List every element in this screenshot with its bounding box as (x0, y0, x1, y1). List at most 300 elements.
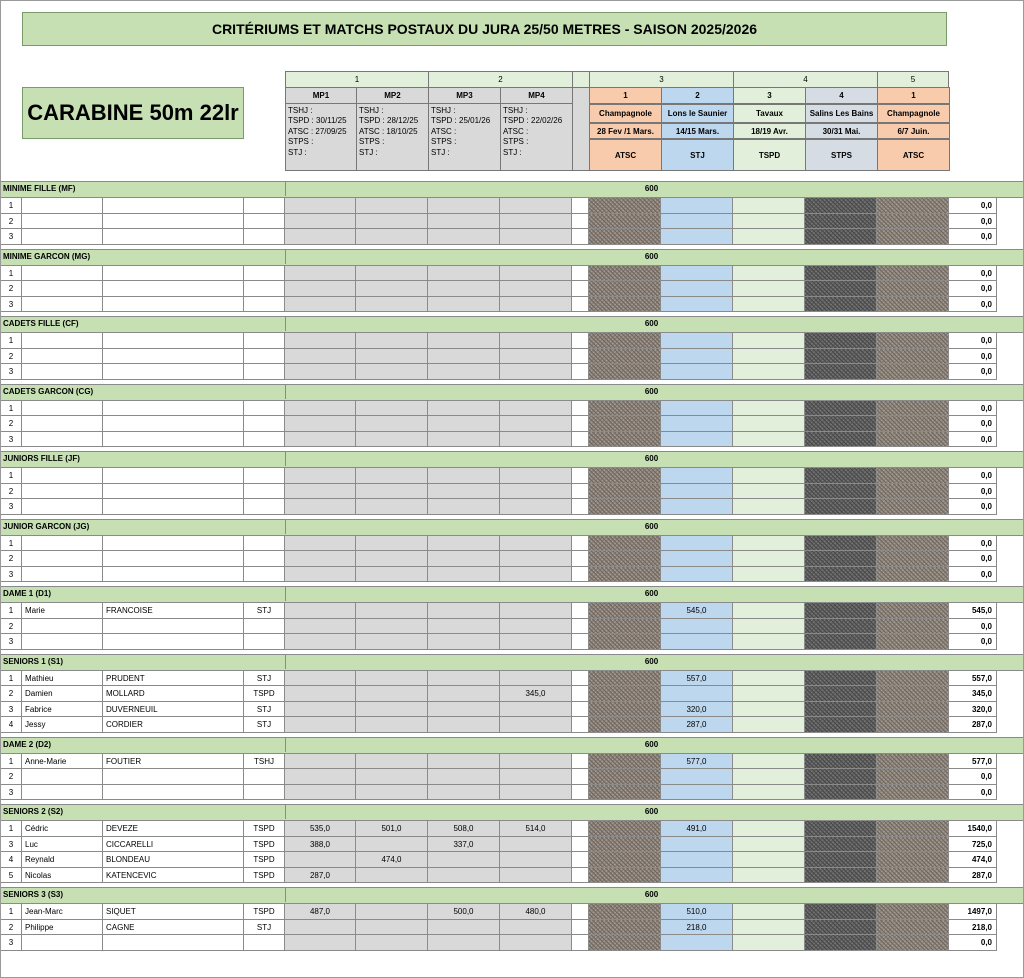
mp3-score-cell (428, 686, 500, 702)
last-name-cell (103, 432, 244, 448)
criterium-2-score-cell (661, 297, 733, 313)
criterium-5-cell (877, 852, 949, 868)
mp2-score-cell (356, 634, 428, 650)
gap-cell (572, 499, 589, 515)
total-score-cell: 0,0 (949, 364, 997, 380)
category-label: MINIME FILLE (MF) (3, 184, 76, 193)
criterium-1-cell (589, 214, 661, 230)
club-cell (244, 468, 285, 484)
criterium-4-cell (805, 702, 877, 718)
criterium-1-cell (589, 935, 661, 951)
mp4-score-cell (500, 603, 572, 619)
first-name-cell: Anne-Marie (22, 754, 103, 770)
criterium-1-cell (589, 551, 661, 567)
table-row (0, 551, 1024, 567)
mp2-score-cell (356, 401, 428, 417)
criterium-2-score-cell (661, 229, 733, 245)
mp2-score-cell (356, 769, 428, 785)
criterium-1-cell (589, 281, 661, 297)
mp2-score-cell (356, 785, 428, 801)
criterium-1-cell (589, 634, 661, 650)
mp2-score-cell (356, 904, 428, 920)
category-max-score: 600 (285, 520, 1017, 534)
first-name-cell: Philippe (22, 920, 103, 936)
criterium-3-score-cell (733, 567, 805, 583)
mp2-score-cell (356, 603, 428, 619)
criterium-5-cell (877, 686, 949, 702)
gap-cell (572, 416, 589, 432)
criterium-2-score-cell (661, 536, 733, 552)
page-title: CRITÉRIUMS ET MATCHS POSTAUX DU JURA 25/50 METRES - SAISON 2025/2026 (22, 12, 947, 46)
criterium-5-cell (877, 754, 949, 770)
gap-cell (572, 634, 589, 650)
mp1-score-cell (285, 432, 356, 448)
table-row (0, 536, 1024, 552)
criterium-3-score-cell (733, 349, 805, 365)
first-name-cell (22, 551, 103, 567)
criterium-date-3: 18/19 Avr. (733, 123, 806, 139)
mp4-score-cell (500, 868, 572, 884)
mp-date-line: TSHJ : (359, 106, 384, 115)
criterium-1-cell (589, 416, 661, 432)
gap-cell (572, 935, 589, 951)
mp2-score-cell (356, 468, 428, 484)
criterium-2-score-cell (661, 935, 733, 951)
schedule-header (0, 71, 1024, 171)
mp-header-1: MP1 (285, 87, 357, 104)
header-gap (572, 87, 590, 171)
club-cell: TSPD (244, 821, 285, 837)
criterium-2-score-cell: 287,0 (661, 717, 733, 733)
mp3-score-cell (428, 401, 500, 417)
mp2-score-cell (356, 868, 428, 884)
mp-date-line: TSHJ : (288, 106, 313, 115)
table-row (0, 401, 1024, 417)
mp4-score-cell (500, 754, 572, 770)
criterium-3-score-cell (733, 484, 805, 500)
rank-cell: 1 (0, 821, 22, 837)
total-score-cell: 0,0 (949, 432, 997, 448)
gap-cell (572, 281, 589, 297)
first-name-cell (22, 536, 103, 552)
criterium-2-score-cell (661, 484, 733, 500)
total-score-cell: 0,0 (949, 935, 997, 951)
mp4-score-cell (500, 536, 572, 552)
criterium-1-cell (589, 671, 661, 687)
table-row (0, 364, 1024, 380)
criterium-4-cell (805, 229, 877, 245)
criterium-1-cell (589, 499, 661, 515)
table-row (0, 229, 1024, 245)
mp1-score-cell (285, 468, 356, 484)
mp-dates-2 (356, 103, 429, 171)
criterium-3-score-cell (733, 603, 805, 619)
rank-cell: 3 (0, 702, 22, 718)
rank-cell: 2 (0, 769, 22, 785)
last-name-cell (103, 619, 244, 635)
criterium-5-cell (877, 349, 949, 365)
total-score-cell: 0,0 (949, 333, 997, 349)
last-name-cell: DUVERNEUIL (103, 702, 244, 718)
table-row (0, 754, 1024, 770)
criterium-3-score-cell (733, 297, 805, 313)
total-score-cell: 287,0 (949, 868, 997, 884)
criterium-3-score-cell (733, 364, 805, 380)
club-cell (244, 567, 285, 583)
first-name-cell (22, 484, 103, 500)
last-name-cell (103, 567, 244, 583)
club-cell (244, 214, 285, 230)
group-header-5: 5 (877, 71, 949, 88)
table-row (0, 484, 1024, 500)
criterium-4-cell (805, 416, 877, 432)
mp2-score-cell (356, 349, 428, 365)
club-cell (244, 634, 285, 650)
criterium-3-score-cell (733, 671, 805, 687)
criterium-2-score-cell (661, 468, 733, 484)
mp3-score-cell (428, 499, 500, 515)
category-header (0, 887, 1024, 904)
mp4-score-cell (500, 551, 572, 567)
mp4-score-cell (500, 935, 572, 951)
criterium-4-cell (805, 536, 877, 552)
first-name-cell (22, 634, 103, 650)
total-score-cell: 0,0 (949, 266, 997, 282)
category-max-score: 600 (285, 805, 1017, 819)
criterium-number-1: 1 (589, 87, 662, 104)
club-cell: TSPD (244, 686, 285, 702)
criterium-5-cell (877, 499, 949, 515)
gap-cell (572, 468, 589, 484)
category-header (0, 586, 1024, 603)
group-header-4: 4 (733, 71, 878, 88)
criterium-1-cell (589, 198, 661, 214)
discipline-label: CARABINE 50m 22lr (22, 87, 244, 139)
last-name-cell: SIQUET (103, 904, 244, 920)
criterium-2-score-cell (661, 567, 733, 583)
total-score-cell: 0,0 (949, 551, 997, 567)
gap-cell (572, 297, 589, 313)
gap-cell (572, 349, 589, 365)
mp1-score-cell (285, 671, 356, 687)
club-cell (244, 536, 285, 552)
table-row (0, 619, 1024, 635)
mp1-score-cell (285, 297, 356, 313)
gap-cell (572, 717, 589, 733)
criterium-5-cell (877, 769, 949, 785)
rank-cell: 3 (0, 364, 22, 380)
criterium-4-cell (805, 671, 877, 687)
rank-cell: 2 (0, 686, 22, 702)
total-score-cell: 474,0 (949, 852, 997, 868)
criterium-2-score-cell (661, 852, 733, 868)
rank-cell: 2 (0, 484, 22, 500)
last-name-cell: KATENCEVIC (103, 868, 244, 884)
mp3-score-cell (428, 567, 500, 583)
criterium-4-cell (805, 266, 877, 282)
club-cell: TSPD (244, 904, 285, 920)
club-cell (244, 432, 285, 448)
rank-cell: 3 (0, 499, 22, 515)
criterium-5-cell (877, 484, 949, 500)
mp1-score-cell (285, 364, 356, 380)
criterium-2-score-cell (661, 281, 733, 297)
criterium-1-cell (589, 603, 661, 619)
criterium-2-score-cell (661, 868, 733, 884)
club-cell (244, 769, 285, 785)
criterium-1-cell (589, 821, 661, 837)
mp2-score-cell (356, 920, 428, 936)
rank-cell: 1 (0, 603, 22, 619)
criterium-4-cell (805, 468, 877, 484)
rank-cell: 3 (0, 567, 22, 583)
criterium-club-1: ATSC (589, 139, 662, 171)
criterium-4-cell (805, 686, 877, 702)
category-max-score: 600 (285, 888, 1017, 902)
rank-cell: 3 (0, 432, 22, 448)
first-name-cell: Marie (22, 603, 103, 619)
mp4-score-cell (500, 619, 572, 635)
category-label: SENIORS 1 (S1) (3, 656, 64, 666)
criterium-1-cell (589, 852, 661, 868)
criterium-1-cell (589, 364, 661, 380)
rank-cell: 4 (0, 717, 22, 733)
first-name-cell (22, 769, 103, 785)
last-name-cell (103, 468, 244, 484)
criterium-4-cell (805, 603, 877, 619)
mp1-score-cell (285, 935, 356, 951)
mp3-score-cell (428, 416, 500, 432)
criterium-5-cell (877, 671, 949, 687)
criterium-3-score-cell (733, 634, 805, 650)
criterium-5-cell (877, 364, 949, 380)
last-name-cell: MOLLARD (103, 686, 244, 702)
mp3-score-cell (428, 852, 500, 868)
first-name-cell: Cédric (22, 821, 103, 837)
rank-cell: 1 (0, 536, 22, 552)
last-name-cell (103, 266, 244, 282)
first-name-cell (22, 432, 103, 448)
first-name-cell (22, 785, 103, 801)
criterium-club-5: ATSC (877, 139, 950, 171)
criterium-2-score-cell (661, 634, 733, 650)
category-max-score: 600 (285, 385, 1017, 399)
category-label: SENIORS 3 (S3) (3, 890, 64, 899)
mp-date-line: STJ : (431, 147, 450, 157)
criterium-3-score-cell (733, 754, 805, 770)
mp-dates-1 (285, 103, 357, 171)
rank-cell: 3 (0, 229, 22, 245)
criterium-place-5: Champagnole (877, 104, 950, 123)
criterium-1-cell (589, 920, 661, 936)
mp2-score-cell (356, 266, 428, 282)
mp4-score-cell (500, 484, 572, 500)
first-name-cell: Luc (22, 837, 103, 853)
mp3-score-cell (428, 333, 500, 349)
criterium-club-3: TSPD (733, 139, 806, 171)
first-name-cell: Jessy (22, 717, 103, 733)
mp-date-line: TSPD : 30/11/25 (288, 116, 347, 126)
criterium-1-cell (589, 785, 661, 801)
category-max-score: 600 (285, 738, 1017, 752)
criterium-place-1: Champagnole (589, 104, 662, 123)
criterium-1-cell (589, 868, 661, 884)
criterium-5-cell (877, 567, 949, 583)
mp1-score-cell (285, 920, 356, 936)
mp4-score-cell (500, 416, 572, 432)
mp1-score-cell (285, 499, 356, 515)
criterium-number-3: 3 (733, 87, 806, 104)
mp-date-line: TSHJ : (431, 106, 456, 115)
criterium-2-score-cell (661, 432, 733, 448)
total-score-cell: 320,0 (949, 702, 997, 718)
category-max-score: 600 (285, 587, 1017, 601)
mp1-score-cell (285, 484, 356, 500)
first-name-cell (22, 499, 103, 515)
first-name-cell: Fabrice (22, 702, 103, 718)
club-cell (244, 349, 285, 365)
criterium-5-cell (877, 266, 949, 282)
mp1-score-cell (285, 551, 356, 567)
criterium-4-cell (805, 364, 877, 380)
mp1-score-cell: 287,0 (285, 868, 356, 884)
mp3-score-cell (428, 671, 500, 687)
criterium-4-cell (805, 401, 877, 417)
total-score-cell: 0,0 (949, 484, 997, 500)
last-name-cell (103, 333, 244, 349)
mp1-score-cell: 535,0 (285, 821, 356, 837)
criterium-5-cell (877, 214, 949, 230)
club-cell (244, 229, 285, 245)
criterium-1-cell (589, 229, 661, 245)
mp1-score-cell (285, 702, 356, 718)
criterium-2-score-cell: 545,0 (661, 603, 733, 619)
criterium-1-cell (589, 567, 661, 583)
criterium-4-cell (805, 349, 877, 365)
first-name-cell (22, 333, 103, 349)
table-row (0, 499, 1024, 515)
gap-cell (572, 266, 589, 282)
criterium-3-score-cell (733, 852, 805, 868)
gap-cell (572, 754, 589, 770)
gap-cell (572, 401, 589, 417)
criterium-4-cell (805, 333, 877, 349)
table-row (0, 468, 1024, 484)
mp-header-3: MP3 (428, 87, 501, 104)
first-name-cell (22, 364, 103, 380)
category-label: JUNIOR GARCON (JG) (3, 521, 90, 531)
criterium-2-score-cell (661, 266, 733, 282)
mp4-score-cell (500, 401, 572, 417)
criterium-3-score-cell (733, 416, 805, 432)
table-row (0, 214, 1024, 230)
criterium-5-cell (877, 551, 949, 567)
mp-date-line: ATSC : 27/09/25 (288, 126, 347, 136)
criterium-5-cell (877, 603, 949, 619)
criterium-2-score-cell (661, 837, 733, 853)
mp3-score-cell: 500,0 (428, 904, 500, 920)
criterium-5-cell (877, 333, 949, 349)
mp-date-line: STJ : (288, 147, 307, 157)
mp-header-2: MP2 (356, 87, 429, 104)
mp2-score-cell (356, 671, 428, 687)
mp3-score-cell (428, 364, 500, 380)
criterium-5-cell (877, 904, 949, 920)
club-cell (244, 619, 285, 635)
category-max-score: 600 (285, 250, 1017, 264)
gap-cell (572, 904, 589, 920)
total-score-cell: 0,0 (949, 416, 997, 432)
mp2-score-cell (356, 333, 428, 349)
last-name-cell: FRANCOISE (103, 603, 244, 619)
table-row (0, 868, 1024, 884)
mp2-score-cell (356, 432, 428, 448)
total-score-cell: 0,0 (949, 401, 997, 417)
last-name-cell (103, 634, 244, 650)
mp1-score-cell (285, 229, 356, 245)
mp-date-line: ATSC : 18/10/25 (359, 126, 418, 136)
criterium-1-cell (589, 401, 661, 417)
criterium-1-cell (589, 904, 661, 920)
last-name-cell (103, 214, 244, 230)
mp-date-line: ATSC : (503, 126, 529, 136)
mp4-score-cell (500, 920, 572, 936)
mp3-score-cell (428, 349, 500, 365)
criterium-3-score-cell (733, 702, 805, 718)
criterium-place-3: Tavaux (733, 104, 806, 123)
criterium-4-cell (805, 904, 877, 920)
criterium-4-cell (805, 717, 877, 733)
criterium-2-score-cell: 510,0 (661, 904, 733, 920)
total-score-cell: 545,0 (949, 603, 997, 619)
first-name-cell (22, 229, 103, 245)
gap-cell (572, 702, 589, 718)
criterium-date-1: 28 Fev /1 Mars. (589, 123, 662, 139)
table-row (0, 920, 1024, 936)
mp3-score-cell (428, 214, 500, 230)
rank-cell: 2 (0, 416, 22, 432)
mp4-score-cell (500, 717, 572, 733)
mp-date-line: TSPD : 22/02/26 (503, 116, 563, 126)
club-cell (244, 785, 285, 801)
criterium-5-cell (877, 935, 949, 951)
criterium-4-cell (805, 868, 877, 884)
criterium-place-2: Lons le Saunier (661, 104, 734, 123)
mp1-score-cell (285, 619, 356, 635)
mp4-score-cell (500, 214, 572, 230)
criterium-3-score-cell (733, 401, 805, 417)
mp4-score-cell (500, 266, 572, 282)
mp1-score-cell (285, 567, 356, 583)
criterium-1-cell (589, 837, 661, 853)
gap-cell (572, 214, 589, 230)
mp1-score-cell (285, 536, 356, 552)
criterium-5-cell (877, 619, 949, 635)
mp3-score-cell (428, 717, 500, 733)
criterium-5-cell (877, 198, 949, 214)
first-name-cell (22, 349, 103, 365)
criterium-2-score-cell: 218,0 (661, 920, 733, 936)
criterium-3-score-cell (733, 333, 805, 349)
criterium-4-cell (805, 920, 877, 936)
criterium-2-score-cell (661, 333, 733, 349)
total-score-cell: 0,0 (949, 468, 997, 484)
criterium-3-score-cell (733, 785, 805, 801)
mp1-score-cell (285, 281, 356, 297)
criterium-2-score-cell: 577,0 (661, 754, 733, 770)
first-name-cell: Nicolas (22, 868, 103, 884)
rank-cell: 1 (0, 754, 22, 770)
